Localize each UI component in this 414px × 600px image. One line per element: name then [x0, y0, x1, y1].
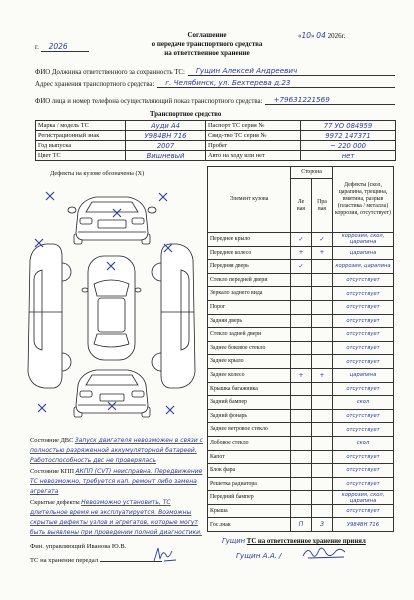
document-subtitle-1: о передаче транспортного средства	[151, 40, 263, 48]
defect-row	[208, 273, 394, 287]
defect-description-cell: коррозия, царапина	[333, 260, 394, 274]
acceptor-name-prefix: Гущин	[222, 537, 246, 545]
vehicle-row	[36, 131, 396, 141]
side-left-cell	[291, 477, 312, 491]
gearbox-condition-label: Состояние КПП	[30, 468, 74, 475]
signature-stroke	[154, 548, 176, 561]
defect-element-cell: Переднее крыло	[208, 233, 291, 247]
defect-row	[208, 233, 394, 247]
side-right-cell	[312, 328, 333, 342]
vehicle-label: Пробег	[206, 141, 301, 151]
storage-address-value: г. Челябинск, ул. Бехтерева д.23	[157, 78, 395, 88]
diagram-heading: Дефекты на кузове обозначены (X)	[50, 170, 145, 177]
rear-window	[86, 375, 138, 385]
vehicle-label: Паспорт ТС серия №	[206, 121, 301, 131]
side-right-cell: +	[312, 368, 333, 382]
taillight-left	[80, 391, 92, 397]
side-header: Сторона	[291, 167, 333, 179]
top-mirror-left	[82, 288, 88, 292]
defect-element-cell: Заднее колесо	[208, 368, 291, 382]
defect-description-cell: отсутствует	[333, 273, 394, 287]
defect-description-cell: царапина	[333, 368, 394, 382]
defect-element-cell: Заднее крыло	[208, 355, 291, 369]
defect-description-cell: отсутствует	[333, 423, 394, 437]
gearbox-condition	[30, 467, 206, 497]
engine-condition-label: Состояние ДВС	[30, 437, 74, 444]
defect-row	[208, 477, 394, 491]
engine-condition	[30, 436, 206, 466]
defect-mark-x	[159, 193, 167, 201]
defect-element-cell: Порог	[208, 300, 291, 314]
right-side-header: Пра вая	[312, 179, 333, 233]
car-rear-view	[74, 370, 150, 417]
defect-element-cell: Передний бампер	[208, 491, 291, 505]
top-mirror-right	[135, 288, 141, 292]
side-left-cell	[291, 273, 312, 287]
car-top-view	[82, 256, 141, 360]
acceptor-name: Гущин А.А.	[236, 551, 278, 560]
car-right-side-view	[152, 244, 195, 388]
side-right-cell	[312, 491, 333, 505]
vehicle-row	[36, 141, 396, 151]
defect-element-cell: Лобовое стекло	[208, 436, 291, 450]
side-left-cell	[291, 450, 312, 464]
defect-description-cell: скол	[333, 436, 394, 450]
side-right-cell	[312, 436, 333, 450]
defect-row	[208, 423, 394, 437]
side-left-cell	[291, 396, 312, 410]
handed-over-label: ТС на хранение передал	[30, 557, 99, 564]
hidden-defects-value: Невозможно установить, ТС длительное время не эксплуатируется. Возможны скрытые дефекты узлов и агрегатов, которые могут быть выявлены при проведении полной диагностики.	[30, 499, 202, 536]
car-front-view	[68, 197, 156, 244]
accepted-label: ТС на ответственное хранение принял	[246, 538, 366, 545]
side-left-cell: П	[291, 518, 312, 532]
side-right-cell	[312, 409, 333, 423]
defect-element-cell: Решетка радиатора	[208, 477, 291, 491]
financial-manager-name: Иванова Ю.В.	[86, 543, 127, 550]
side-left-cell	[291, 409, 312, 423]
date-year: 2026г.	[327, 32, 346, 40]
defect-element-cell: Переднее колесо	[208, 246, 291, 260]
side-right-cell: +	[312, 246, 333, 260]
defects-table-body	[208, 233, 394, 532]
defect-row	[208, 396, 394, 410]
vehicle-table	[35, 120, 396, 161]
side-right-cell	[312, 341, 333, 355]
roof	[98, 298, 125, 332]
defect-row	[208, 491, 394, 505]
defect-row	[208, 260, 394, 274]
left-side-windows	[34, 270, 42, 350]
defect-description-cell: коррозия, скол, царапина	[333, 491, 394, 505]
vehicle-label: Свид-тво ТС серия №	[206, 131, 301, 141]
defect-row	[208, 409, 394, 423]
vehicle-row	[36, 151, 396, 161]
defect-row	[208, 504, 394, 518]
defect-element-cell: Зеркало заднего вида	[208, 287, 291, 301]
defect-element-cell: Задняя дверь	[208, 314, 291, 328]
handed-over-signature	[150, 545, 180, 565]
defect-row	[208, 341, 394, 355]
defect-description-cell: отсутствует	[333, 477, 394, 491]
defect-row	[208, 368, 394, 382]
hidden-defects-label: Скрытые дефекты	[30, 499, 80, 506]
acceptor-signature-line	[236, 551, 281, 560]
side-right-cell	[312, 477, 333, 491]
defect-description-cell: отсутствует	[333, 341, 394, 355]
vehicle-label: Год выпуска	[36, 141, 126, 151]
side-right-cell	[312, 450, 333, 464]
taillight-right	[132, 391, 144, 397]
left-side-body	[28, 244, 62, 388]
side-right-cell	[312, 287, 333, 301]
vehicle-label: Марка / модель ТС	[36, 121, 126, 131]
defect-description-cell: отсутствует	[333, 287, 394, 301]
defect-description-cell: отсутствует	[333, 409, 394, 423]
defect-description-cell: отсутствует	[333, 464, 394, 478]
defect-row	[208, 464, 394, 478]
date-month: 04	[316, 31, 326, 40]
top-windshield	[94, 280, 129, 296]
vehicle-label: Регистрационный знак	[36, 131, 126, 141]
vehicle-value: 2007	[126, 141, 206, 151]
defects-table	[207, 166, 394, 532]
defect-description-cell: скол	[333, 396, 394, 410]
defect-description-cell: коррозия, скол, царапина	[333, 233, 394, 247]
side-right-cell	[312, 396, 333, 410]
defect-element-cell: Стекло передней двери	[208, 273, 291, 287]
side-left-cell	[291, 491, 312, 505]
defect-description-cell: У984ВН 716	[333, 518, 394, 532]
defect-row	[208, 436, 394, 450]
storage-address-label: Адрес хранения транспортного средства:	[35, 81, 155, 88]
side-right-cell	[312, 314, 333, 328]
side-left-cell	[291, 328, 312, 342]
defect-element-cell: Крышка багажника	[208, 382, 291, 396]
side-right-cell	[312, 300, 333, 314]
viewing-contact-value: +79631221569	[265, 95, 395, 105]
rear-plate	[100, 394, 124, 401]
date-open-quote: «	[298, 32, 302, 40]
defect-element-cell: Гос.знак	[208, 518, 291, 532]
defect-description-cell: царапина	[333, 246, 394, 260]
side-left-cell	[291, 341, 312, 355]
defect-row	[208, 450, 394, 464]
vehicle-heading: Транспортное средство	[150, 111, 222, 118]
side-left-cell	[291, 382, 312, 396]
side-right-cell	[312, 382, 333, 396]
defect-description-cell: отсутствует	[333, 504, 394, 518]
vehicle-label: Цвет ТС	[36, 151, 126, 161]
defect-description-cell: отсутствует	[333, 382, 394, 396]
defect-row	[208, 328, 394, 342]
defect-description-cell: отсутствует	[333, 314, 394, 328]
city-label: г.	[35, 43, 39, 51]
defect-description-cell: отсутствует	[333, 450, 394, 464]
side-left-cell	[291, 287, 312, 301]
side-left-cell: ✓	[291, 260, 312, 274]
storage-address-field	[35, 78, 395, 88]
defect-element-cell: Заднее боковое стекло	[208, 341, 291, 355]
car-body-diagram	[18, 180, 205, 435]
side-left-cell	[291, 314, 312, 328]
debtor-label: ФИО Должника ответственного за сохранность ТС:	[35, 69, 185, 76]
engine-condition-value: Запуск двигателя невозможен в связи с полностью разряженной аккумуляторной батареей. Работоспособность двс не проверялась	[30, 437, 203, 464]
side-right-cell	[312, 273, 333, 287]
defect-row	[208, 382, 394, 396]
vehicle-value: У984ВН 716	[126, 131, 206, 141]
defect-description-cell: отсутствует	[333, 328, 394, 342]
defect-row	[208, 246, 394, 260]
defect-element-cell: Капот	[208, 450, 291, 464]
date-day: 10	[301, 31, 312, 40]
vehicle-value: 9972 147371	[301, 131, 396, 141]
vehicle-value: 77 УО 084959	[301, 121, 396, 131]
signature-stroke	[303, 548, 345, 558]
vehicle-label: Авто на ходу или нет	[206, 151, 301, 161]
side-left-cell	[291, 423, 312, 437]
defect-description-cell: отсутствует	[333, 300, 394, 314]
defect-mark-x	[166, 406, 174, 414]
side-right-cell: ✓	[312, 233, 333, 247]
side-left-cell: ✓	[291, 233, 312, 247]
viewing-contact-field	[35, 95, 395, 105]
side-left-cell	[291, 464, 312, 478]
side-left-cell	[291, 436, 312, 450]
defect-element-cell: Передняя дверь	[208, 260, 291, 274]
debtor-field	[35, 66, 395, 76]
defect-mark-x	[46, 192, 54, 200]
defect-row	[208, 314, 394, 328]
defect-element-cell: Крыша	[208, 504, 291, 518]
side-right-cell	[312, 504, 333, 518]
defect-element-cell: Блок фара	[208, 464, 291, 478]
vehicle-value: Ауди А4	[126, 121, 206, 131]
document-title: Соглашение	[187, 31, 227, 39]
side-left-cell: +	[291, 368, 312, 382]
defect-element-cell: Задний фонарь	[208, 409, 291, 423]
city-value: 2026	[41, 42, 89, 52]
debtor-value: Гущин Алексей Андреевич	[188, 66, 395, 76]
side-right-cell: З	[312, 518, 333, 532]
financial-manager-line	[30, 543, 126, 550]
element-header: Элемент кузова	[208, 167, 291, 233]
financial-manager-label: Фин. управляющий	[30, 543, 86, 550]
defect-row	[208, 287, 394, 301]
vehicle-value: нет	[301, 151, 396, 161]
left-side-header: Ле вая	[291, 179, 312, 233]
top-rear-window	[94, 334, 129, 347]
defects-header-row	[208, 167, 394, 179]
signature-separator: /	[278, 551, 282, 560]
side-right-cell	[312, 423, 333, 437]
defect-row	[208, 518, 394, 532]
side-right-cell	[312, 464, 333, 478]
side-left-cell: +	[291, 246, 312, 260]
radiator-grille	[98, 220, 126, 228]
headlight-right	[132, 218, 144, 224]
viewing-contact-label: ФИО лица и номер телефона осуществляющий показ транспортного средства:	[35, 98, 263, 105]
side-left-cell	[291, 355, 312, 369]
defect-element-cell: Заднее ветровое стекло	[208, 423, 291, 437]
defect-row	[208, 300, 394, 314]
defect-row	[208, 355, 394, 369]
defect-element-cell: Задний бампер	[208, 396, 291, 410]
mirror-left	[68, 207, 76, 213]
acceptor-signature	[300, 544, 348, 562]
hidden-defects	[30, 498, 206, 538]
side-left-cell	[291, 504, 312, 518]
side-right-cell	[312, 355, 333, 369]
gearbox-condition-value: АКПП (CVT) неисправна. Передвижение ТС невозможно, требуется кап. ремонт либо замена агрегата	[30, 468, 203, 495]
windshield	[86, 202, 138, 212]
car-left-side-view	[28, 244, 71, 388]
document-subtitle-2: на ответственное хранение	[164, 49, 250, 57]
vehicle-row	[36, 121, 396, 131]
side-left-cell	[291, 300, 312, 314]
right-side-windows	[181, 270, 189, 350]
headlight-left	[80, 218, 92, 224]
mirror-right	[148, 207, 156, 213]
side-right-cell	[312, 260, 333, 274]
vehicle-value: Вишневый	[126, 151, 206, 161]
defect-description-cell: отсутствует	[333, 355, 394, 369]
defect-mark-x	[38, 404, 46, 412]
handed-over-line	[30, 555, 162, 564]
defect-element-cell: Стекло задней двери	[208, 328, 291, 342]
right-side-body	[161, 244, 195, 388]
date-close-quote: »	[311, 32, 315, 40]
defects-header: Дефекты (скол, царапина, трещина, вмятина, разрыв (пластика / металла) коррозия, отсутствует)	[333, 167, 394, 233]
vehicle-value: ~ 220 000	[301, 141, 396, 151]
